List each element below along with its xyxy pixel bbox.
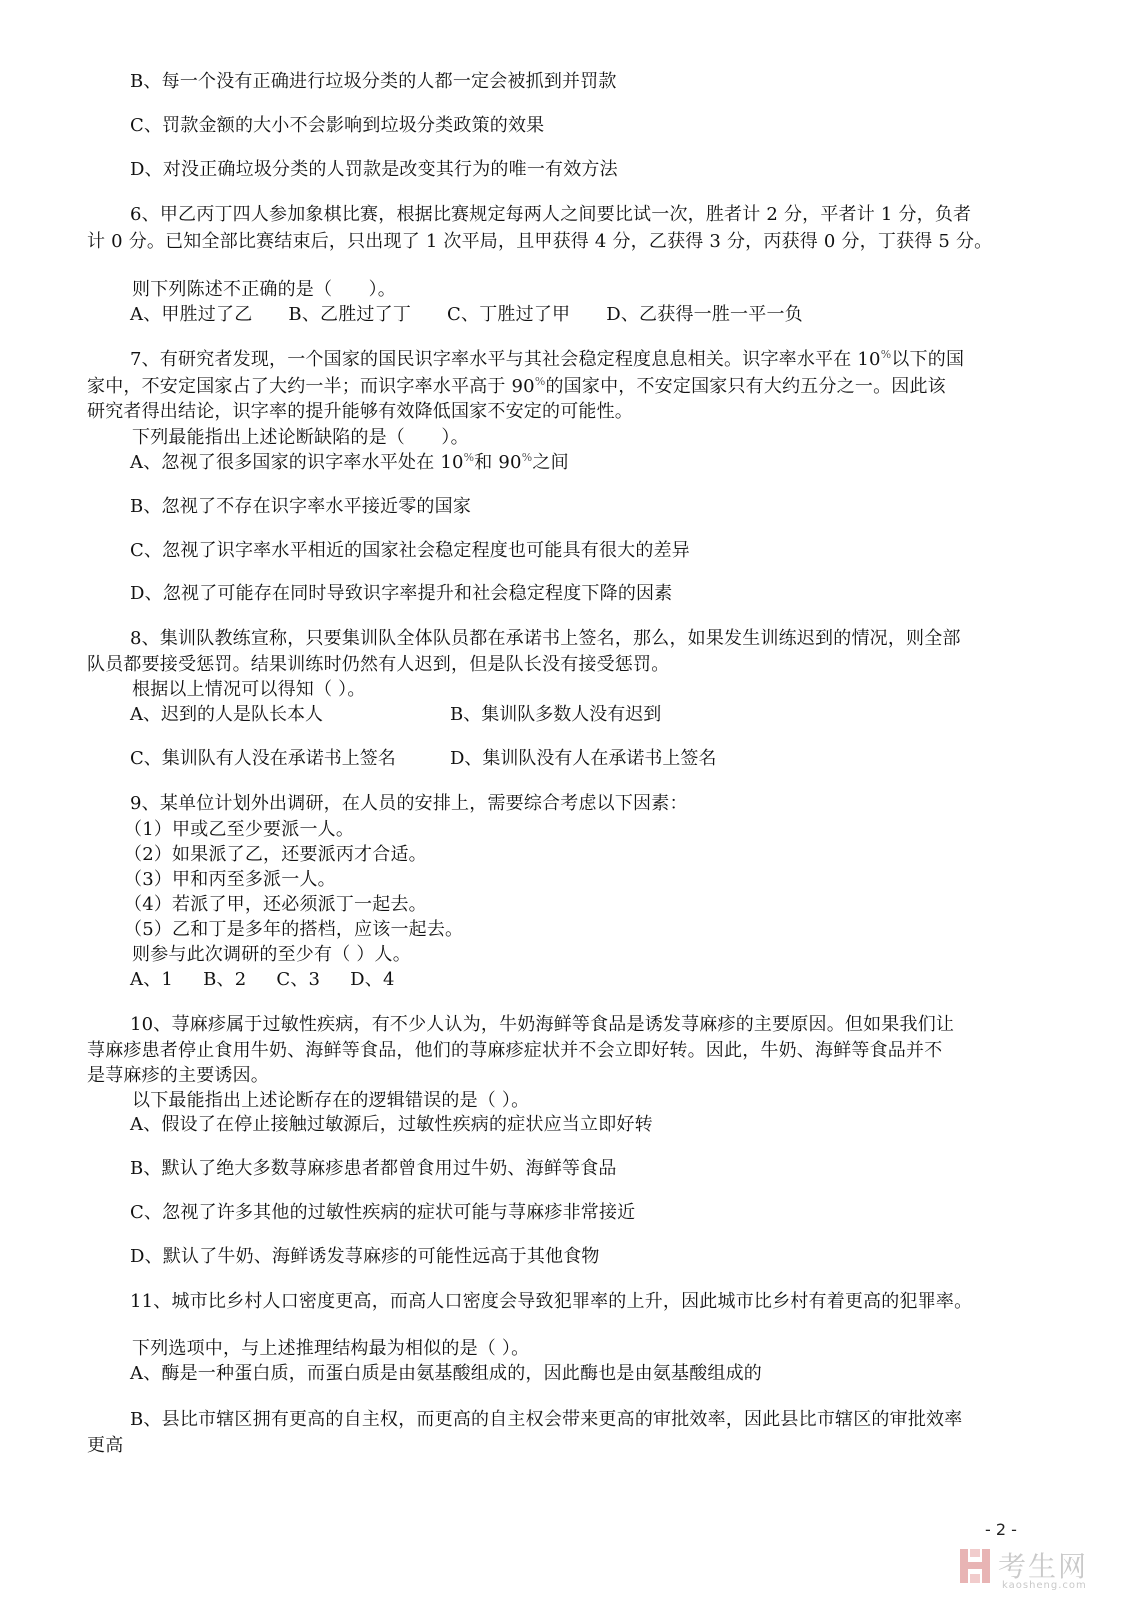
percent-sign: % <box>880 348 892 361</box>
q6-options <box>130 303 839 327</box>
q9-option-d: D、4 <box>350 969 395 990</box>
q10-prompt: 以下最能指出上述论断存在的逻辑错误的是（ ）。 <box>132 1090 530 1111</box>
q10-stem-line2: 荨麻疹患者停止食用牛奶、海鲜等食品，他们的荨麻疹症状并不会立即好转。因此，牛奶、海鲜等食品并不 <box>87 1040 943 1061</box>
q8-options-row1 <box>130 703 830 727</box>
q9-condition-5: （5）乙和丁是多年的搭档，应该一起去。 <box>124 919 464 940</box>
q7-option-d: D、忽视了可能存在同时导致识字率提升和社会稳定程度下降的因素 <box>130 583 673 604</box>
q7-prompt: 下列最能指出上述论断缺陷的是（ ）。 <box>132 427 469 448</box>
q10-stem-line1: 10、荨麻疹属于过敏性疾病，有不少人认为，牛奶海鲜等食品是诱发荨麻疹的主要原因。但如果我们让 <box>130 1014 955 1035</box>
page-number: - 2 - <box>985 1520 1017 1539</box>
q5-option-b: B、每一个没有正确进行垃圾分类的人都一定会被抓到并罚款 <box>130 71 617 92</box>
q9-condition-2: （2）如果派了乙，还要派丙才合适。 <box>124 844 427 865</box>
q10-option-d: D、默认了牛奶、海鲜诱发荨麻疹的可能性远高于其他食物 <box>130 1246 600 1267</box>
q6-stem-line1: 6、甲乙丙丁四人参加象棋比赛，根据比赛规定每两人之间要比试一次，胜者计 2 分，平者计 1 分，负者 <box>130 204 972 225</box>
q7-stem-line3: 研究者得出结论，识字率的提升能够有效降低国家不安定的可能性。 <box>87 401 633 422</box>
q9-condition-4: （4）若派了甲，还必须派丁一起去。 <box>124 894 427 915</box>
percent-sign: % <box>521 451 533 464</box>
q9-condition-1: （1）甲或乙至少要派一人。 <box>124 819 355 840</box>
q8-stem-line2: 队员都要接受惩罚。结果训练时仍然有人迟到，但是队长没有接受惩罚。 <box>87 654 670 675</box>
logo-text: 考生网 <box>998 1550 1089 1583</box>
q9-options <box>130 968 431 992</box>
q11-option-b-line1: B、县比市辖区拥有更高的自主权，而更高的自主权会带来更高的审批效率，因此县比市辖区的审批效率 <box>130 1409 963 1430</box>
q8-option-b: B、集训队多数人没有迟到 <box>450 704 662 725</box>
logo-mark-icon <box>958 1547 992 1585</box>
q8-stem-line1: 8、集训队教练宣称，只要集训队全体队员都在承诺书上签名，那么，如果发生训练迟到的情况，则全部 <box>130 628 961 649</box>
q7-option-c: C、忽视了识字率水平相近的国家社会稳定程度也可能具有很大的差异 <box>130 540 690 561</box>
q6-option-a: A、甲胜过了乙 <box>130 304 253 325</box>
q10-stem-line3: 是荨麻疹的主要诱因。 <box>87 1065 269 1086</box>
q10-option-a: A、假设了在停止接触过敏源后，过敏性疾病的症状应当立即好转 <box>130 1114 653 1135</box>
q11-stem: 11、城市比乡村人口密度更高，而高人口密度会导致犯罪率的上升，因此城市比乡村有着更高的犯罪率。 <box>130 1291 973 1312</box>
q9-condition-3: （3）甲和丙至多派一人。 <box>124 869 336 890</box>
q10-option-c: C、忽视了许多其他的过敏性疾病的症状可能与荨麻疹非常接近 <box>130 1202 636 1223</box>
q8-option-c: C、集训队有人没在承诺书上签名 <box>130 748 396 769</box>
watermark-logo <box>958 1545 1123 1597</box>
q7-option-a: A、忽视了很多国家的识字率水平处在 10%和 90%之间 <box>130 451 569 473</box>
percent-sign: % <box>534 375 546 388</box>
q8-options-row2 <box>130 747 830 771</box>
q9-stem: 9、某单位计划外出调研，在人员的安排上，需要综合考虑以下因素： <box>130 793 688 814</box>
q9-prompt: 则参与此次调研的至少有（ ）人。 <box>132 944 411 965</box>
q6-option-d: D、乙获得一胜一平一负 <box>606 304 803 325</box>
q7-stem-line2: 家中，不安定国家占了大约一半；而识字率水平高于 90%的国家中，不安定国家只有大约五分之一。因此该 <box>87 375 946 397</box>
q5-option-d: D、对没正确垃圾分类的人罚款是改变其行为的唯一有效方法 <box>130 159 618 180</box>
q11-option-a: A、酶是一种蛋白质，而蛋白质是由氨基酸组成的，因此酶也是由氨基酸组成的 <box>130 1363 762 1384</box>
percent-sign: % <box>463 451 475 464</box>
q5-option-c: C、罚款金额的大小不会影响到垃圾分类政策的效果 <box>130 115 545 136</box>
q11-prompt: 下列选项中，与上述推理结构最为相似的是（ ）。 <box>132 1338 530 1359</box>
q9-option-a: A、1 <box>130 969 174 990</box>
logo-url: kaosheng.com <box>1002 1580 1087 1591</box>
q6-option-b: B、乙胜过了丁 <box>288 304 412 325</box>
q7-option-b: B、忽视了不存在识字率水平接近零的国家 <box>130 496 472 517</box>
q8-option-a: A、迟到的人是队长本人 <box>130 704 323 725</box>
q11-option-b-line2: 更高 <box>87 1435 124 1456</box>
q6-option-c: C、丁胜过了甲 <box>447 304 571 325</box>
q7-stem-line1: 7、有研究者发现，一个国家的国民识字率水平与其社会稳定程度息息相关。识字率水平在 10%以下的国 <box>130 348 965 370</box>
q9-option-c: C、3 <box>276 969 321 990</box>
q8-prompt: 根据以上情况可以得知（ ）。 <box>132 679 366 700</box>
q8-option-d: D、集训队没有人在承诺书上签名 <box>450 748 717 769</box>
q9-option-b: B、2 <box>203 969 247 990</box>
q6-stem-line2: 计 0 分。已知全部比赛结束后，只出现了 1 次平局，且甲获得 4 分，乙获得 3 分，丙获得 0 分，丁获得 5 分。 <box>87 231 993 252</box>
q6-prompt: 则下列陈述不正确的是（ ）。 <box>132 279 396 300</box>
q10-option-b: B、默认了绝大多数荨麻疹患者都曾食用过牛奶、海鲜等食品 <box>130 1158 617 1179</box>
